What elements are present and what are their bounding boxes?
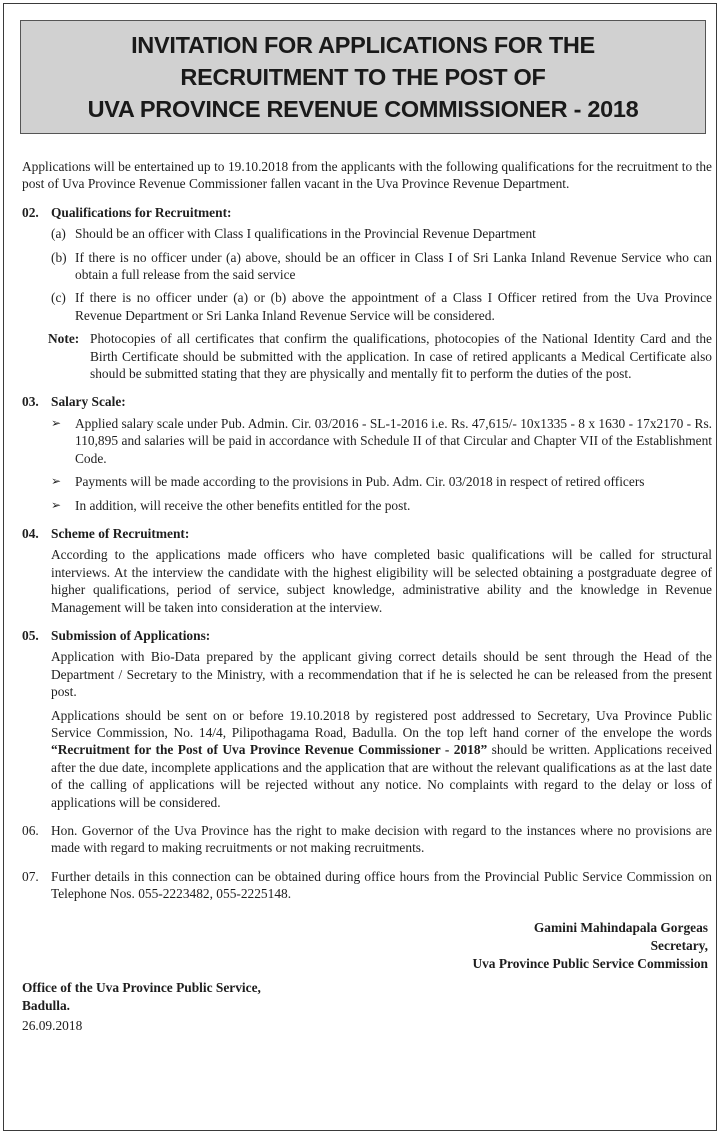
submission-paragraph-2: Applications should be sent on or before 19.10.2018 by registered post addressed to Secretary, Uva Province Public Service Commission, No. 14/4, Pilipothagama Road, Badulla. On the top left hand corner of the envelope the words “Recruitment for the Post of Uva Province Revenue Commissioner - 2018” should be written. Applications received after the due date, incomplete applications and the application that are without the relevant qualifications as at the last date of the calling of applications will be rejected without any notice. No complaints with regard to the delay or loss of applications will be considered.	[51, 707, 713, 810]
section-number: 07.	[22, 868, 39, 884]
notice-body	[22, 158, 712, 1034]
item-text: In addition, will receive the other benefits entitled for the post.	[75, 497, 411, 513]
list-item	[51, 473, 712, 490]
section-text: According to the applications made officers who have completed basic qualifications will be called for structural interviews. At the interview the candidate with the highest eligibility will be selected obtaining a postgraduate degree of higher qualifications, period of service, subject knowledge, administrative ability and the knowledge in Revenue Management will be taken into consideration at the interview.	[51, 547, 712, 615]
signatory-org: Uva Province Public Service Commission	[472, 955, 708, 971]
signatory-role: Secretary,	[650, 937, 708, 953]
note	[48, 330, 712, 382]
item-text: If there is no officer under (a) above, should be an officer in Class I of Sri Lanka Inland Revenue Service who can obtain a full release from the said service	[75, 249, 712, 283]
item-text: If there is no officer under (a) or (b) above the appointment of a Class I Officer retired from the Uva Province Revenue Department or Sri Lanka Inland Revenue Service will be considered.	[75, 290, 712, 323]
section-title: Scheme of Recruitment:	[51, 525, 190, 541]
section-title: Qualifications for Recruitment:	[51, 204, 232, 220]
section-salary-scale	[22, 393, 712, 513]
submission-paragraph-1: Application with Bio-Data prepared by the applicant giving correct details should be sent through the Head of the Department / Secretary to the Ministry, with a recommendation that if he is selected he can be released from the present post.	[51, 649, 712, 700]
note-text: Photocopies of all certificates that confirm the qualifications, photocopies of the National Identity Card and the Birth Certificate should be submitted with the application. In case of retired applicants a Medical Certificate also should be submitted stating that they are physically and mentally fit to perform the duties of the post.	[90, 331, 712, 382]
item-label: (b)	[51, 249, 67, 265]
note-label: Note:	[48, 331, 80, 347]
section-number: 05.	[22, 627, 39, 643]
signatory-name: Gamini Mahindapala Gorgeas	[533, 919, 708, 935]
title-line-1: INVITATION FOR APPLICATIONS FOR THE	[131, 32, 595, 58]
arrow-bullet-icon: ➢	[51, 474, 62, 489]
office-address: Office of the Uva Province Public Service, Badulla.	[22, 979, 261, 1013]
list-item	[51, 249, 712, 284]
section-text: Further details in this connection can be obtained during office hours from the Provincial Public Service Commission on Telephone Nos. 055-2223482, 055-2225148.	[51, 868, 712, 902]
section-submission	[22, 627, 712, 811]
arrow-bullet-icon: ➢	[51, 497, 62, 512]
list-item	[51, 225, 712, 242]
list-item	[51, 415, 712, 467]
list-item	[51, 497, 712, 514]
item-label: (c)	[51, 290, 66, 306]
section-number: 06.	[22, 823, 39, 838]
item-text: Payments will be made according to the provisions in Pub. Adm. Cir. 03/2018 in respect of retired officers	[75, 474, 645, 490]
item-text: Should be an officer with Class I qualifications in the Provincial Revenue Department	[75, 226, 536, 242]
title-banner	[20, 20, 706, 134]
item-text: Applied salary scale under Pub. Admin. Cir. 03/2016 - SL-1-2016 i.e. Rs. 47,615/- 10x1335 - 8 x 1630 - 17x2170 - Rs. 110,895 and salaries will be paid in accordance with Schedule II of that Circular and Chapter VII of the Establishment Code.	[75, 415, 712, 466]
section-scheme	[22, 525, 712, 616]
section-text: Hon. Governor of the Uva Province has the right to make decision with regard to the instances where no provisions are made with regard to making recruitments or not making recruitments.	[51, 823, 712, 856]
list-item	[51, 289, 712, 324]
arrow-bullet-icon: ➢	[51, 415, 62, 430]
advertisement-page	[3, 3, 717, 1131]
signature-block	[22, 919, 712, 973]
title-line-3: UVA PROVINCE REVENUE COMMISSIONER - 2018	[87, 96, 639, 122]
section-governor	[22, 822, 712, 857]
item-label: (a)	[51, 226, 66, 242]
section-title: Salary Scale:	[51, 394, 126, 410]
section-title: Submission of Applications:	[51, 627, 211, 643]
section-number: 02.	[22, 204, 39, 220]
section-number: 03.	[22, 394, 39, 410]
section-number: 04.	[22, 525, 39, 541]
envelope-wording: “Recruitment for the Post of Uva Province Revenue Commissioner - 2018”	[51, 742, 488, 758]
issue-date: 26.09.2018	[22, 1017, 83, 1033]
section-qualifications	[22, 204, 712, 383]
section-details	[22, 868, 712, 903]
intro-paragraph: Applications will be entertained up to 19.10.2018 from the applicants with the following qualifications for the recruitment to the post of Uva Province Revenue Commissioner fallen vacant in the Uva Province Revenue Department.	[22, 159, 712, 192]
title-line-2: RECRUITMENT TO THE POST OF	[180, 64, 546, 90]
